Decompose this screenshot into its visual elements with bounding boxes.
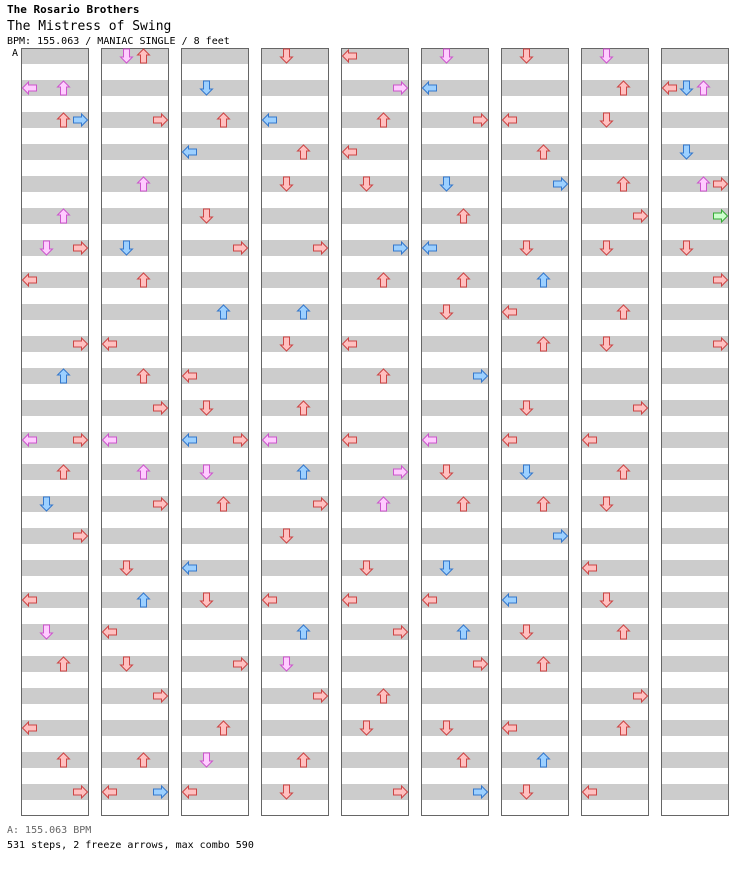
bpm-section-marker: A bbox=[12, 48, 19, 59]
step-stats: 531 steps, 2 freeze arrows, max combo 590 bbox=[7, 840, 254, 851]
chart-column bbox=[21, 48, 89, 816]
song-title: The Mistress of Swing bbox=[7, 19, 172, 34]
chart-column bbox=[341, 48, 409, 816]
chart-column bbox=[181, 48, 249, 816]
chart-column bbox=[421, 48, 489, 816]
chart-column bbox=[501, 48, 569, 816]
chart-column bbox=[661, 48, 729, 816]
chart-column bbox=[581, 48, 649, 816]
artist-name: The Rosario Brothers bbox=[7, 3, 140, 16]
chart-column bbox=[261, 48, 329, 816]
chart-meta: BPM: 155.063 / MANIAC SINGLE / 8 feet bbox=[7, 36, 230, 47]
bpm-summary: A: 155.063 BPM bbox=[7, 825, 92, 836]
chart-column bbox=[101, 48, 169, 816]
